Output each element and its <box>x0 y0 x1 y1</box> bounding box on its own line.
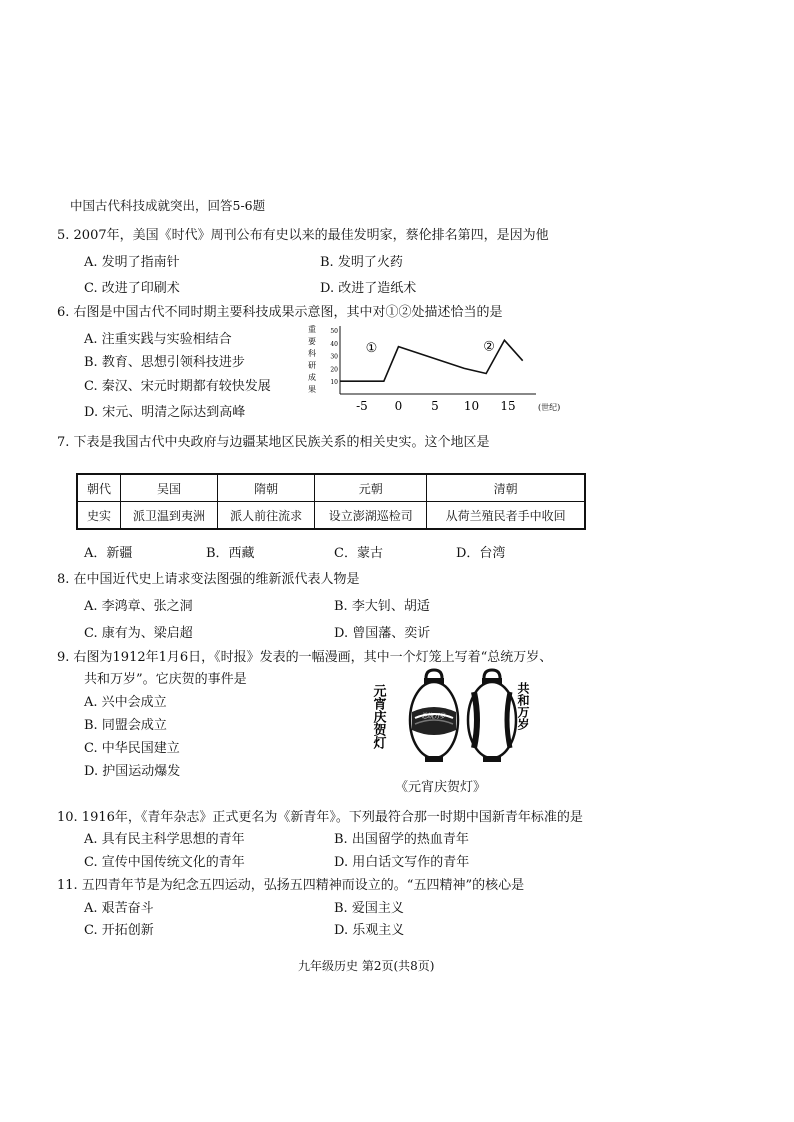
table-header-cell: 朝代 <box>77 474 121 502</box>
lantern-right-text: 共和万岁 <box>516 682 530 730</box>
y-axis-label-char: 研 <box>308 361 316 370</box>
lantern-left-text: 元宵庆贺灯 <box>370 684 386 749</box>
q7-option-d: D．台湾 <box>456 546 506 561</box>
y-axis-label-char: 科 <box>308 349 316 358</box>
history-table <box>76 473 586 530</box>
section-intro: 中国古代科技成就突出，回答5-6题 <box>70 198 266 213</box>
table-cell: 从荷兰殖民者手中收回 <box>427 502 585 530</box>
page-footer: 九年级历史 第2页(共8页) <box>298 959 435 973</box>
question-7-stem: 7. 下表是我国古代中央政府与边疆某地区民族关系的相关史实。这个地区是 <box>57 435 490 450</box>
q7-option-b: B．西藏 <box>206 546 255 561</box>
table-cell: 派卫温到夷洲 <box>121 502 218 530</box>
science-line-chart <box>306 322 566 424</box>
y-axis-label <box>308 324 316 394</box>
lantern-mid-text: 总统万岁 <box>421 713 447 720</box>
y-tick-label: 30 <box>330 353 338 361</box>
cartoon-caption: 《元宵庆贺灯》 <box>395 780 487 795</box>
y-tick-label: 50 <box>330 328 338 335</box>
x-tick-label: 0 <box>394 399 403 413</box>
table-cell: 派人前往流求 <box>218 502 315 530</box>
chart-annotation: ① <box>365 340 378 356</box>
table-header-cell: 清朝 <box>427 474 585 502</box>
q5-option-d: D. 改进了造纸术 <box>320 281 417 296</box>
y-axis-label-char: 要 <box>308 337 316 346</box>
y-axis-label-char: 成 <box>308 373 316 382</box>
q9-option-b: B. 同盟会成立 <box>84 718 167 733</box>
x-tick-label: 10 <box>463 399 480 413</box>
q6-option-d: D. 宋元、明清之际达到高峰 <box>84 405 246 420</box>
q11-option-c: C. 开拓创新 <box>84 923 154 938</box>
x-tick-label: 5 <box>431 399 439 413</box>
q11-option-b: B. 爱国主义 <box>334 901 404 916</box>
question-10-stem: 10. 1916年，《青年杂志》正式更名为《新青年》。下列最符合那一时期中国新青年标准的是 <box>57 810 583 825</box>
y-axis-label-char: 重 <box>308 325 316 334</box>
q9-option-c: C. 中华民国建立 <box>84 741 180 756</box>
chart-annotation: ② <box>483 339 495 355</box>
y-tick-label: 20 <box>330 366 338 374</box>
q5-option-c: C. 改进了印刷术 <box>84 281 180 296</box>
table-cell: 史实 <box>77 502 121 530</box>
q8-option-d: D. 曾国藩、奕䜣 <box>334 626 431 641</box>
table-cell: 设立澎湖巡检司 <box>315 502 427 530</box>
q5-option-a: A. 发明了指南针 <box>84 255 180 270</box>
question-11-stem: 11. 五四青年节是为纪念五四运动，弘扬五四精神而设立的。“五四精神”的核心是 <box>57 878 525 893</box>
x-tick-label: 15 <box>500 399 516 413</box>
q5-option-b: B. 发明了火药 <box>320 255 403 270</box>
x-axis-label: (世纪) <box>538 403 561 412</box>
table-row <box>77 474 585 502</box>
q11-option-a: A. 艰苦奋斗 <box>84 901 154 916</box>
table-row <box>77 502 585 530</box>
q10-option-a: A. 具有民主科学思想的青年 <box>84 832 245 847</box>
q7-option-c: C．蒙古 <box>334 546 383 561</box>
question-6-stem: 6. 右图是中国古代不同时期主要科技成果示意图，其中对①②处描述恰当的是 <box>57 305 503 320</box>
q11-option-d: D. 乐观主义 <box>334 923 405 938</box>
y-axis-label-char: 果 <box>308 385 316 394</box>
q7-option-a: A．新疆 <box>84 546 133 561</box>
q10-option-d: D. 用白话文写作的青年 <box>334 855 470 870</box>
q6-option-b: B. 教育、思想引领科技进步 <box>84 355 245 370</box>
lantern-1 <box>410 670 458 762</box>
q8-option-b: B. 李大钊、胡适 <box>334 599 430 614</box>
q6-option-c: C. 秦汉、宋元时期都有较快发展 <box>84 379 271 394</box>
q8-option-a: A. 李鸿章、张之洞 <box>84 599 193 614</box>
q9-option-a: A. 兴中会成立 <box>84 695 167 710</box>
table-header-cell: 元朝 <box>315 474 427 502</box>
q10-option-c: C. 宣传中国传统文化的青年 <box>84 855 245 870</box>
q9-option-d: D. 护国运动爆发 <box>84 764 181 779</box>
table-header-cell: 隋朝 <box>218 474 315 502</box>
x-tick-label: -5 <box>356 399 368 413</box>
lantern-2 <box>468 670 516 762</box>
y-tick-label: 10 <box>330 379 338 387</box>
table-header-cell: 吴国 <box>121 474 218 502</box>
question-8-stem: 8. 在中国近代史上请求变法图强的维新派代表人物是 <box>57 572 360 587</box>
question-5-stem: 5. 2007年，美国《时代》周刊公布有史以来的最佳发明家，蔡伦排名第四，是因为他 <box>57 228 549 243</box>
q6-option-a: A. 注重实践与实验相结合 <box>84 332 232 347</box>
lantern-cartoon <box>370 668 540 774</box>
q8-option-c: C. 康有为、梁启超 <box>84 626 193 641</box>
question-9-stem-line1: 9. 右图为1912年1月6日，《时报》发表的一幅漫画，其中一个灯笼上写着“总统万岁、 <box>57 650 553 665</box>
q10-option-b: B. 出国留学的热血青年 <box>334 832 469 847</box>
y-tick-label: 40 <box>330 340 338 348</box>
question-9-stem-line2: 共和万岁”。它庆贺的事件是 <box>84 672 247 687</box>
